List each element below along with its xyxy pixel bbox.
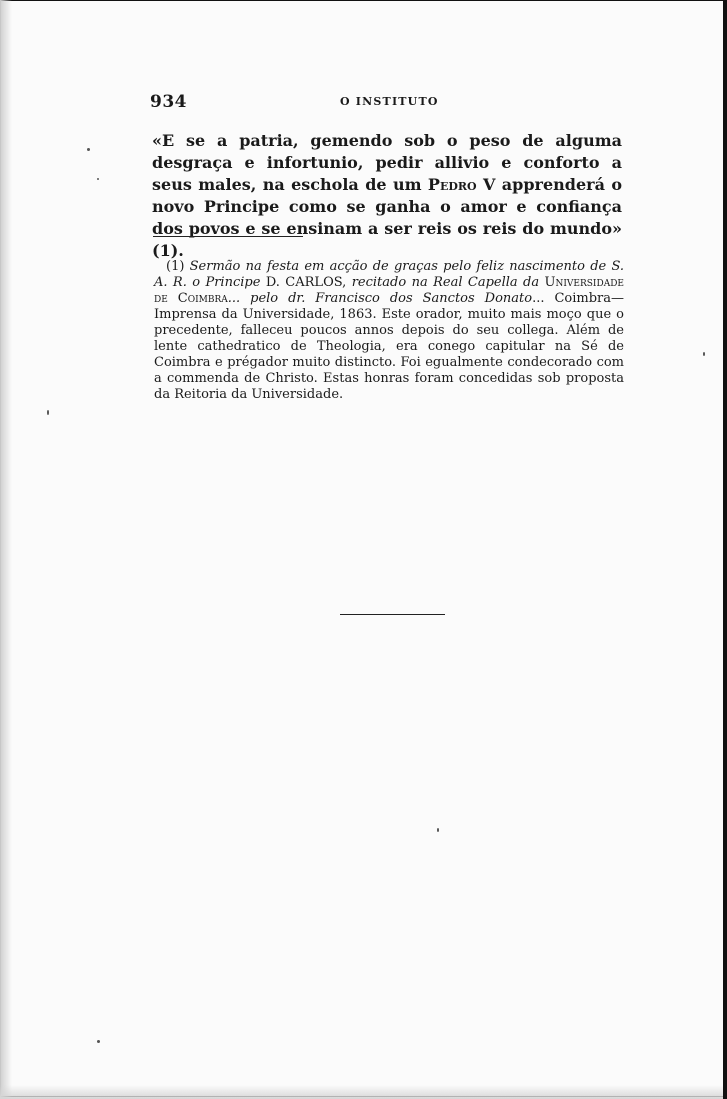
footnote-institution: Universidade de Coimbra bbox=[154, 275, 624, 306]
scan-speck bbox=[437, 828, 439, 832]
footnote-title-italic-2: recitado na Real Capella da bbox=[351, 275, 540, 290]
body-paragraph bbox=[152, 130, 622, 262]
scan-speck bbox=[87, 148, 90, 151]
scan-speck bbox=[97, 1040, 100, 1043]
footnote-marker: (1) bbox=[166, 259, 190, 274]
page-number: 934 bbox=[150, 92, 187, 112]
footnote-separator bbox=[153, 236, 303, 237]
footnote-text-1: D. CARLOS, bbox=[260, 275, 352, 290]
footnote-title-italic: Sermão na festa em acção de graças pelo feliz nascimento de S. A. R. o Principe bbox=[154, 259, 625, 290]
page-header bbox=[150, 92, 620, 114]
quote-paragraph bbox=[152, 130, 622, 262]
scan-speck bbox=[97, 178, 99, 180]
end-of-text-rule bbox=[340, 614, 445, 615]
quote-text-part-1: «E se a patria, gemendo sob o peso de alguma desgraça e infortunio, pedir allivio e conforto a seus males, na eschola de um bbox=[152, 131, 622, 194]
scan-speck bbox=[47, 410, 49, 415]
scan-edge-right bbox=[723, 0, 727, 1099]
footnote-text-2: ... Coimbra—Imprensa da Universidade, 1863. Este orador, muito mais moço que o precedente, falleceu poucos annos depois do seu collega. Além de lente cathedratico de Theologia, era conego capitular na Sé de Coimbra e prégador muito distincto. Foi egualmente condecorado com a commenda de Christo. Estas honras foram concedidas sob proposta da Reitoria da Universidade. bbox=[154, 291, 625, 402]
footnote bbox=[154, 259, 624, 403]
quote-text-part-2: V apprenderá o novo Principe como se ganha o amor e confiança dos povos e se ensinam a ser reis os reis do mundo» (1). bbox=[152, 175, 622, 260]
footnote-author-italic: ... pelo dr. Francisco dos Sanctos Donato bbox=[227, 291, 533, 306]
running-head: O INSTITUTO bbox=[340, 95, 439, 108]
scan-speck bbox=[703, 352, 705, 356]
quote-name-pedro: Pedro bbox=[427, 175, 477, 194]
footnote-paragraph bbox=[154, 259, 624, 403]
